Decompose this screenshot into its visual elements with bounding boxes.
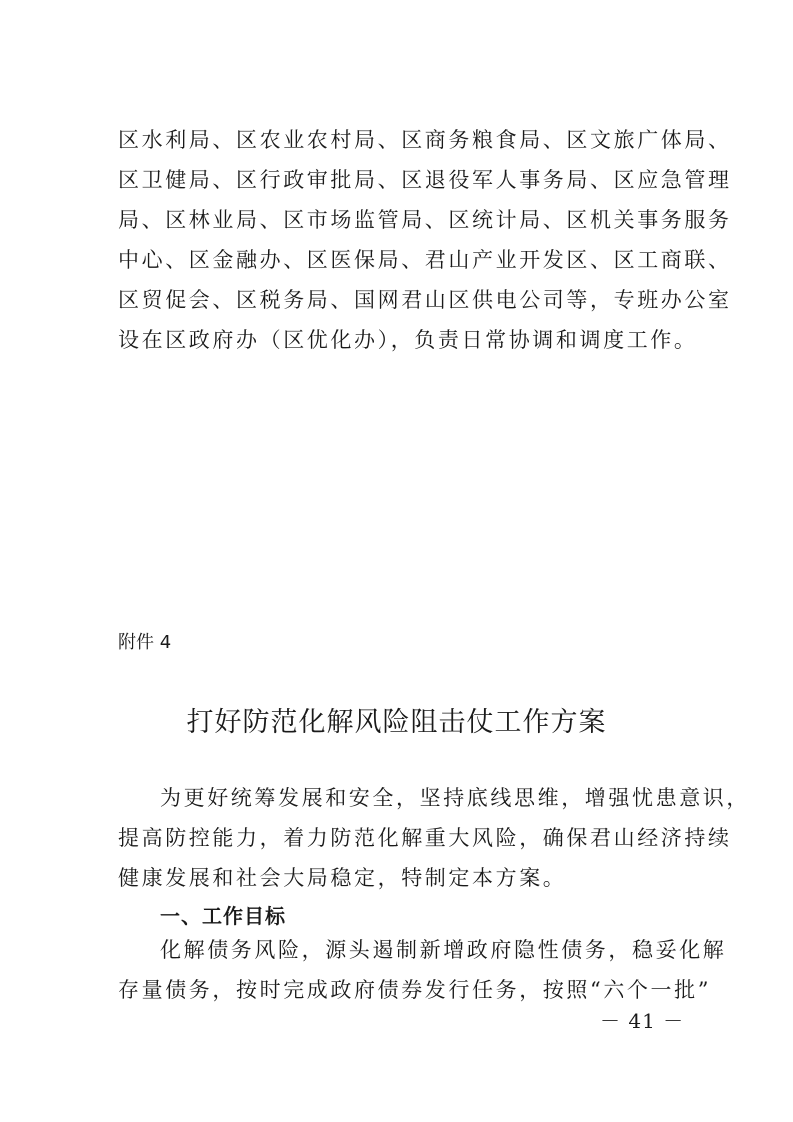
top-paragraph-line: 设在区政府办（区优化办），负责日常协调和调度工作。 [118, 328, 698, 352]
top-paragraph-line: 局、区林业局、区市场监管局、区统计局、区机关事务服务 [118, 208, 732, 232]
section-body-line: 存量债务，按时完成政府债券发行任务，按照“六个一批” [118, 978, 712, 1002]
top-paragraph-line: 区卫健局、区行政审批局、区退役军人事务局、区应急管理 [118, 168, 732, 192]
intro-paragraph-line: 健康发展和社会大局稳定，特制定本方案。 [118, 866, 567, 890]
section-body-line: 化解债务风险，源头遏制新增政府隐性债务，稳妥化解 [160, 938, 727, 962]
top-paragraph-line: 区贸促会、区税务局、国网君山区供电公司等，专班办公室 [118, 288, 732, 312]
top-paragraph-line: 区水利局、区农业农村局、区商务粮食局、区文旅广体局、 [118, 128, 732, 152]
section-heading: 一、工作目标 [160, 904, 286, 928]
attachment-label: 附件 4 [118, 632, 172, 653]
document-title: 打好防范化解风险阻击仗工作方案 [186, 707, 607, 738]
page-number: － 41 － [600, 1009, 685, 1033]
top-paragraph-line: 中心、区金融办、区医保局、君山产业开发区、区工商联、 [118, 248, 732, 272]
intro-paragraph-line: 为更好统筹发展和安全，坚持底线思维，增强忧患意识， [160, 786, 750, 810]
intro-paragraph-line: 提高防控能力，着力防范化解重大风险，确保君山经济持续 [118, 826, 732, 850]
